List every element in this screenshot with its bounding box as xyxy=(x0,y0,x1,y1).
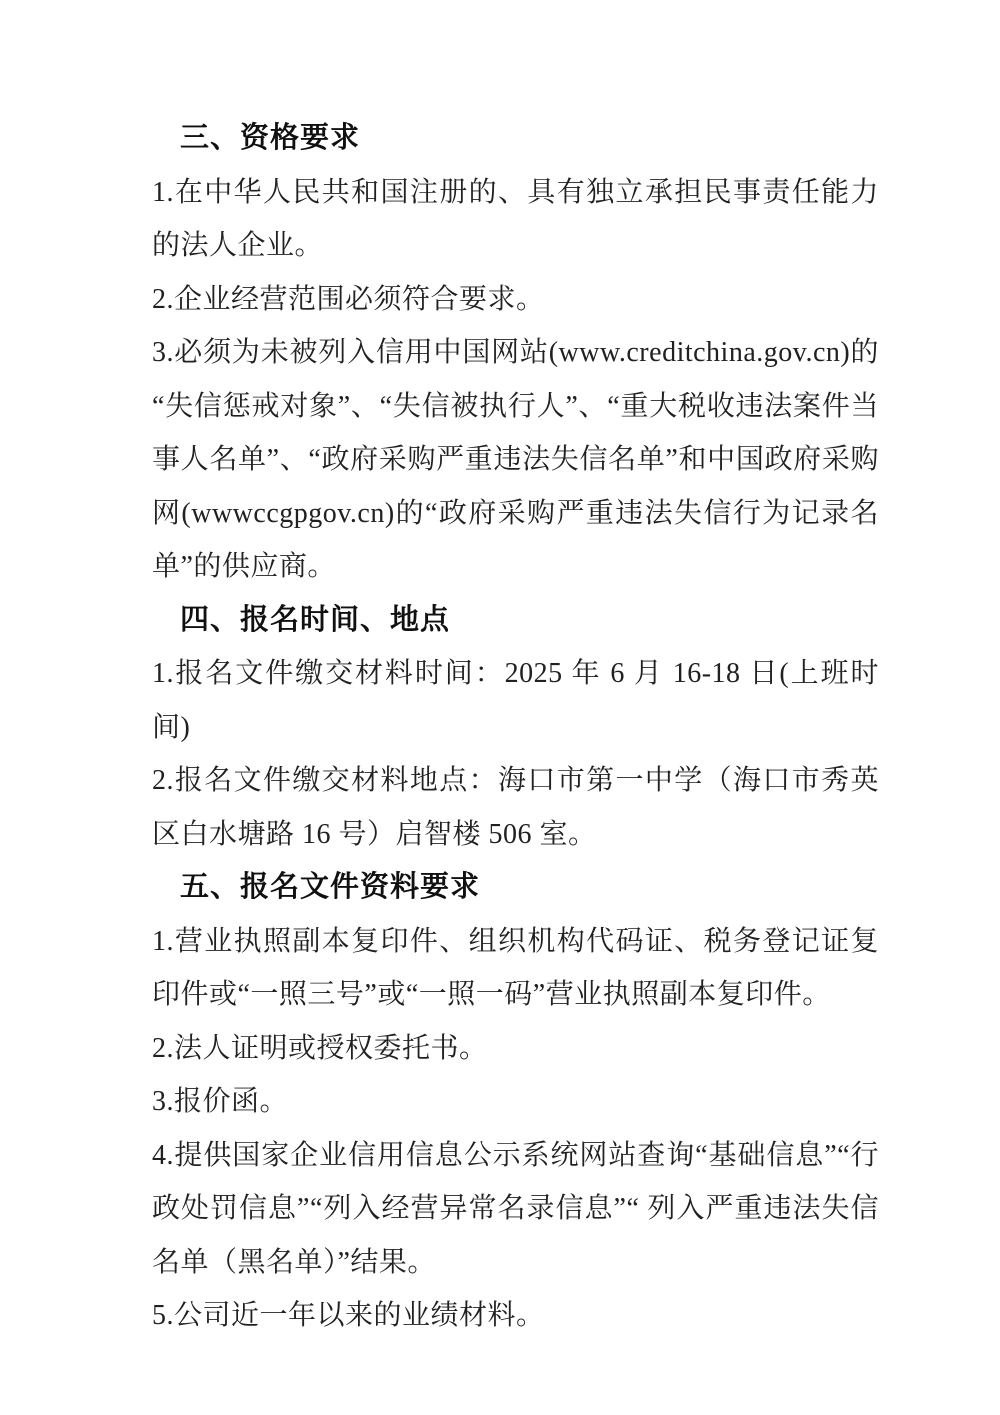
para-material-item-3: 3.报价函。 xyxy=(152,1086,289,1117)
para-material-item-5: 5.公司近一年以来的业绩材料。 xyxy=(152,1300,545,1331)
para-qualification-item-1: 1.在中华人民共和国注册的、具有独立承担民事责任能力的法人企业。 xyxy=(152,176,879,261)
document-content xyxy=(152,112,879,1343)
section-heading-document-material-requirements: 五、报名文件资料要求 xyxy=(180,871,481,903)
para-registration-time: 1.报名文件缴交材料时间：2025 年 6 月 16-18 日(上班时间) xyxy=(152,658,879,743)
para-material-item-1: 1.营业执照副本复印件、组织机构代码证、税务登记证复印件或“一照三号”或“一照一码”营业执照副本复印件。 xyxy=(152,925,879,1010)
para-material-item-4: 4.提供国家企业信用信息公示系统网站查询“基础信息”“行政处罚信息”“列入经营异常名录信息”“ 列入严重违法失信名单（黑名单）”结果。 xyxy=(152,1139,879,1278)
section-heading-qualification-requirements: 三、资格要求 xyxy=(180,122,361,154)
para-qualification-item-2: 2.企业经营范围必须符合要求。 xyxy=(152,283,545,315)
para-qualification-item-3: 3.必须为未被列入信用中国网站(www.creditchina.gov.cn)的“失信惩戒对象”、“失信被执行人”、“重大税收违法案件当事人名单”、“政府采购严重违法失信名单”和中国政府采购网(wwwccgpgov.cn)的“政府采购严重违法失信行为记录名单”的供应商。 xyxy=(152,337,879,582)
para-registration-place: 2.报名文件缴交材料地点：海口市第一中学（海口市秀英区白水塘路 16 号）启智楼 506 室。 xyxy=(152,765,879,850)
section-heading-registration-time-place: 四、报名时间、地点 xyxy=(180,603,451,636)
para-material-item-2: 2.法人证明或授权委托书。 xyxy=(152,1032,488,1064)
